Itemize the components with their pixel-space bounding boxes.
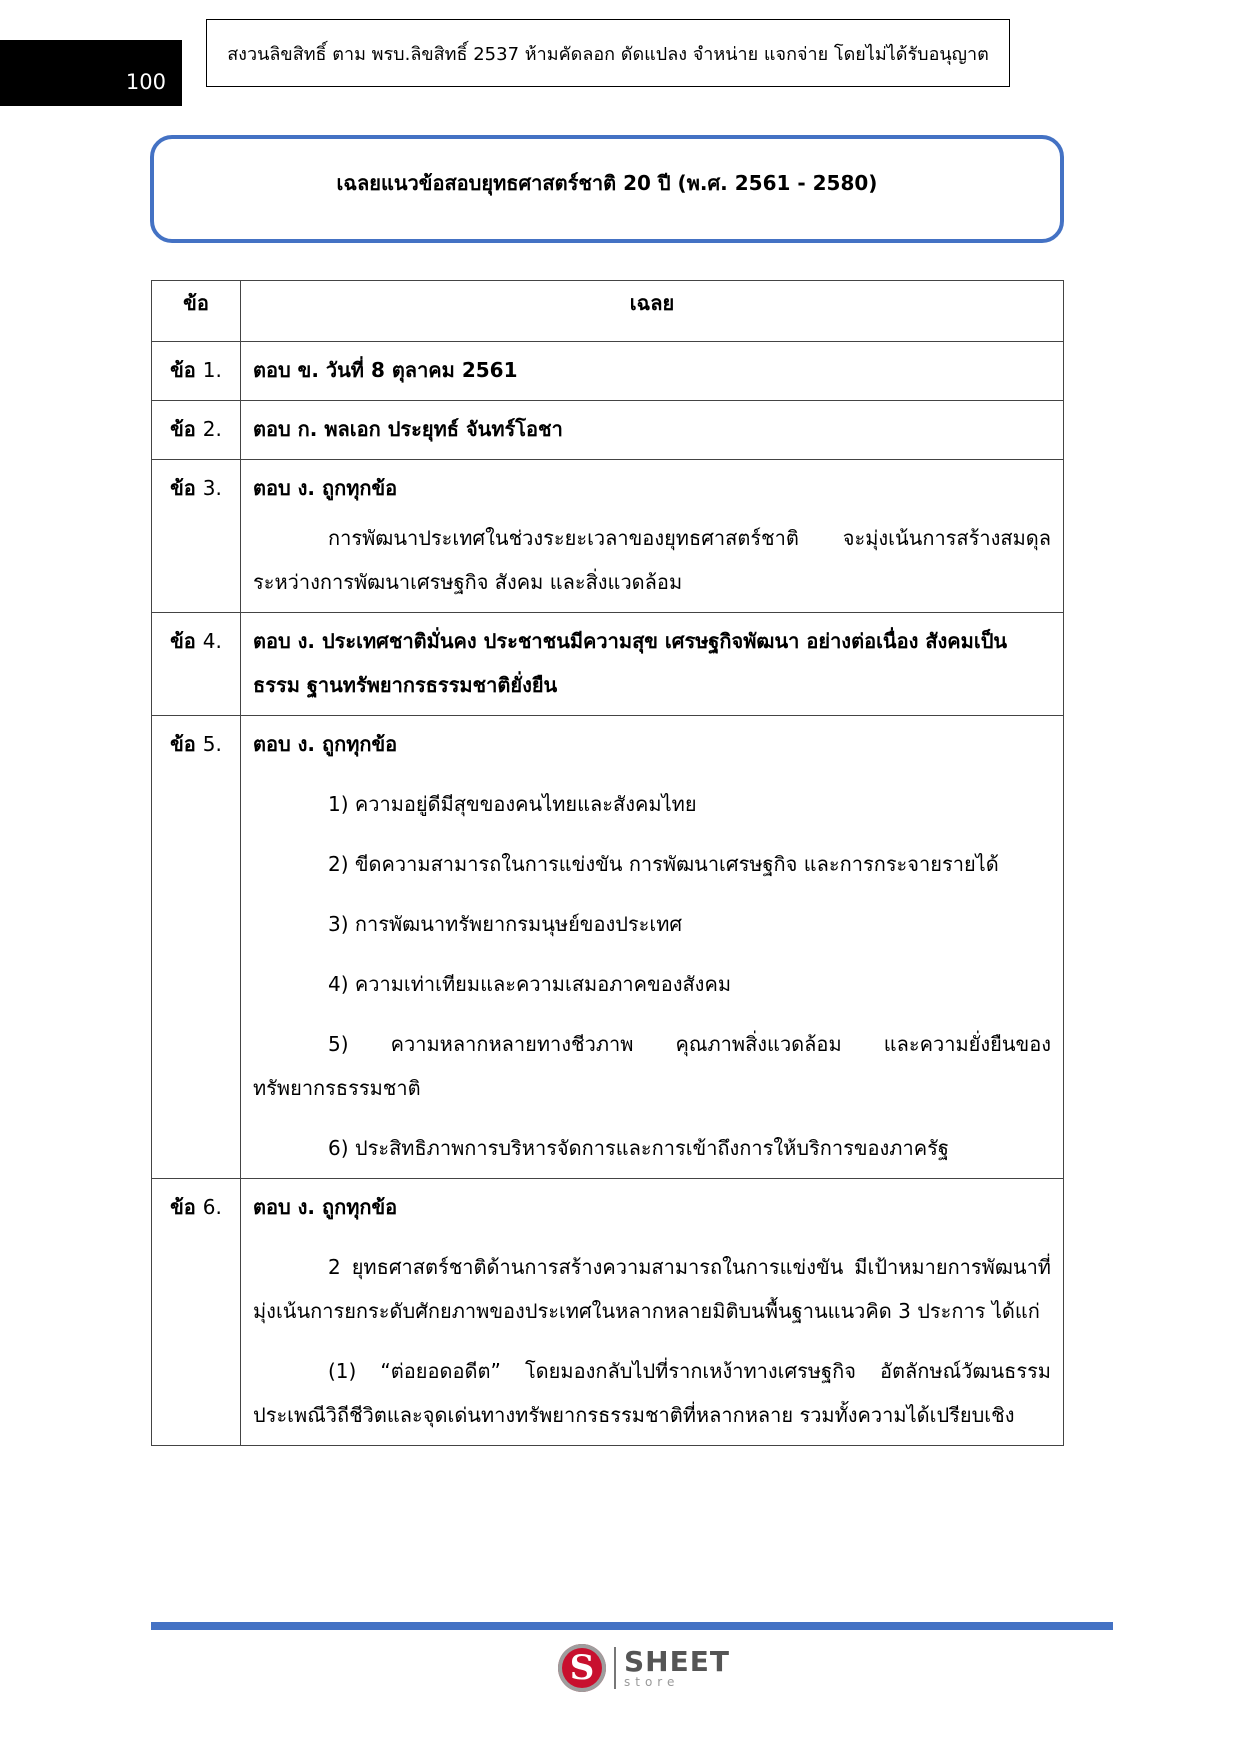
answer-choice: ตอบ ง. ถูกทุกข้อ	[253, 476, 398, 500]
question-num: 6.	[202, 1195, 222, 1219]
table-row	[152, 460, 1064, 613]
sheet-store-logo	[558, 1642, 730, 1694]
table-row	[152, 342, 1064, 401]
list-item: 3) การพัฒนาทรัพยากรมนุษย์ของประเทศ	[328, 912, 683, 936]
list-item: 1) ความอยู่ดีมีสุขของคนไทยและสังคมไทย	[328, 792, 697, 816]
question-number	[152, 716, 241, 1179]
question-number	[152, 613, 241, 716]
page-number: 100	[0, 40, 182, 106]
answer-choice: ตอบ ง. ถูกทุกข้อ	[253, 1195, 398, 1219]
list-item: 2) ขีดความสามารถในการแข่งขัน การพัฒนาเศรษฐกิจ และการกระจายรายได้	[328, 852, 999, 876]
question-num: 1.	[202, 358, 222, 382]
answer-cell	[241, 1179, 1064, 1446]
question-number	[152, 342, 241, 401]
question-num: 4.	[202, 629, 222, 653]
answer-explanation: 2 ยุทธศาสตร์ชาติด้านการสร้างความสามารถในการแข่งขัน มีเป้าหมายการพัฒนาที่มุ่งเน้นการยกระดับศักยภาพของประเทศในหลากหลายมิติบนพื้นฐานแนวคิด 3 ประการ ได้แก่	[253, 1255, 1051, 1323]
question-label: ข้อ	[170, 629, 196, 653]
title-box	[150, 135, 1064, 243]
answer-table	[151, 280, 1064, 1446]
list-item: 4) ความเท่าเทียมและความเสมอภาคของสังคม	[328, 972, 732, 996]
question-label: ข้อ	[170, 358, 196, 382]
question-number	[152, 401, 241, 460]
sheet-store-logo-icon: S	[558, 1644, 606, 1692]
answer-cell	[241, 460, 1064, 613]
header-answer: เฉลย	[241, 281, 1064, 342]
answer-cell	[241, 342, 1064, 401]
list-item: 5) ความหลากหลายทางชีวภาพ คุณภาพสิ่งแวดล้อม และความยั่งยืนของทรัพยากรธรรมชาติ	[253, 1032, 1051, 1100]
question-number	[152, 1179, 241, 1446]
answer-explanation: การพัฒนาประเทศในช่วงระยะเวลาของยุทธศาสตร์ชาติ จะมุ่งเน้นการสร้างสมดุลระหว่างการพัฒนาเศรษฐกิจ สังคม และสิ่งแวดล้อม	[253, 526, 1051, 594]
answer-explanation: (1) “ต่อยอดอดีต” โดยมองกลับไปที่รากเหง้าทางเศรษฐกิจ อัตลักษณ์วัฒนธรรม ประเพณีวิถีชีวิตและจุดเด่นทางทรัพยากรธรรมชาติที่หลากหลาย รวมทั้งความได้เปรียบเชิง	[253, 1359, 1051, 1427]
answer-cell	[241, 716, 1064, 1179]
question-label: ข้อ	[170, 417, 196, 441]
answer-cell	[241, 613, 1064, 716]
answer-cell	[241, 401, 1064, 460]
answer-choice: ตอบ ข. วันที่ 8 ตุลาคม 2561	[253, 358, 518, 382]
header-question-no: ข้อ	[152, 281, 241, 342]
question-number	[152, 460, 241, 613]
answer-choice: ตอบ ง. ประเทศชาติมั่นคง ประชาชนมีความสุข เศรษฐกิจพัฒนา อย่างต่อเนื่อง สังคมเป็นธรรม ฐานทรัพยากรธรรมชาติยั่งยืน	[253, 629, 1008, 697]
table-row	[152, 401, 1064, 460]
logo-sub: store	[624, 1675, 680, 1689]
question-label: ข้อ	[170, 476, 196, 500]
table-header-row	[152, 281, 1064, 342]
table-row	[152, 716, 1064, 1179]
page-title: เฉลยแนวข้อสอบยุทธศาสตร์ชาติ 20 ปี (พ.ศ. 2561 - 2580)	[336, 171, 878, 195]
list-item: 6) ประสิทธิภาพการบริหารจัดการและการเข้าถึงการให้บริการของภาครัฐ	[328, 1136, 949, 1160]
question-num: 3.	[202, 476, 222, 500]
question-num: 2.	[202, 417, 222, 441]
answer-choice: ตอบ ก. พลเอก ประยุทธ์ จันทร์โอชา	[253, 417, 563, 441]
table-row	[152, 613, 1064, 716]
logo-text	[624, 1645, 730, 1689]
answer-choice: ตอบ ง. ถูกทุกข้อ	[253, 732, 398, 756]
question-num: 5.	[202, 732, 222, 756]
copyright-notice: สงวนลิขสิทธิ์ ตาม พรบ.ลิขสิทธิ์ 2537 ห้ามคัดลอก ดัดแปลง จำหน่าย แจกจ่าย โดยไม่ได้รับอนุญาต	[206, 19, 1010, 87]
question-label: ข้อ	[170, 1195, 196, 1219]
logo-separator	[614, 1647, 616, 1689]
footer-divider	[151, 1622, 1113, 1630]
logo-word: SHEET	[624, 1645, 730, 1678]
table-row	[152, 1179, 1064, 1446]
question-label: ข้อ	[170, 732, 196, 756]
